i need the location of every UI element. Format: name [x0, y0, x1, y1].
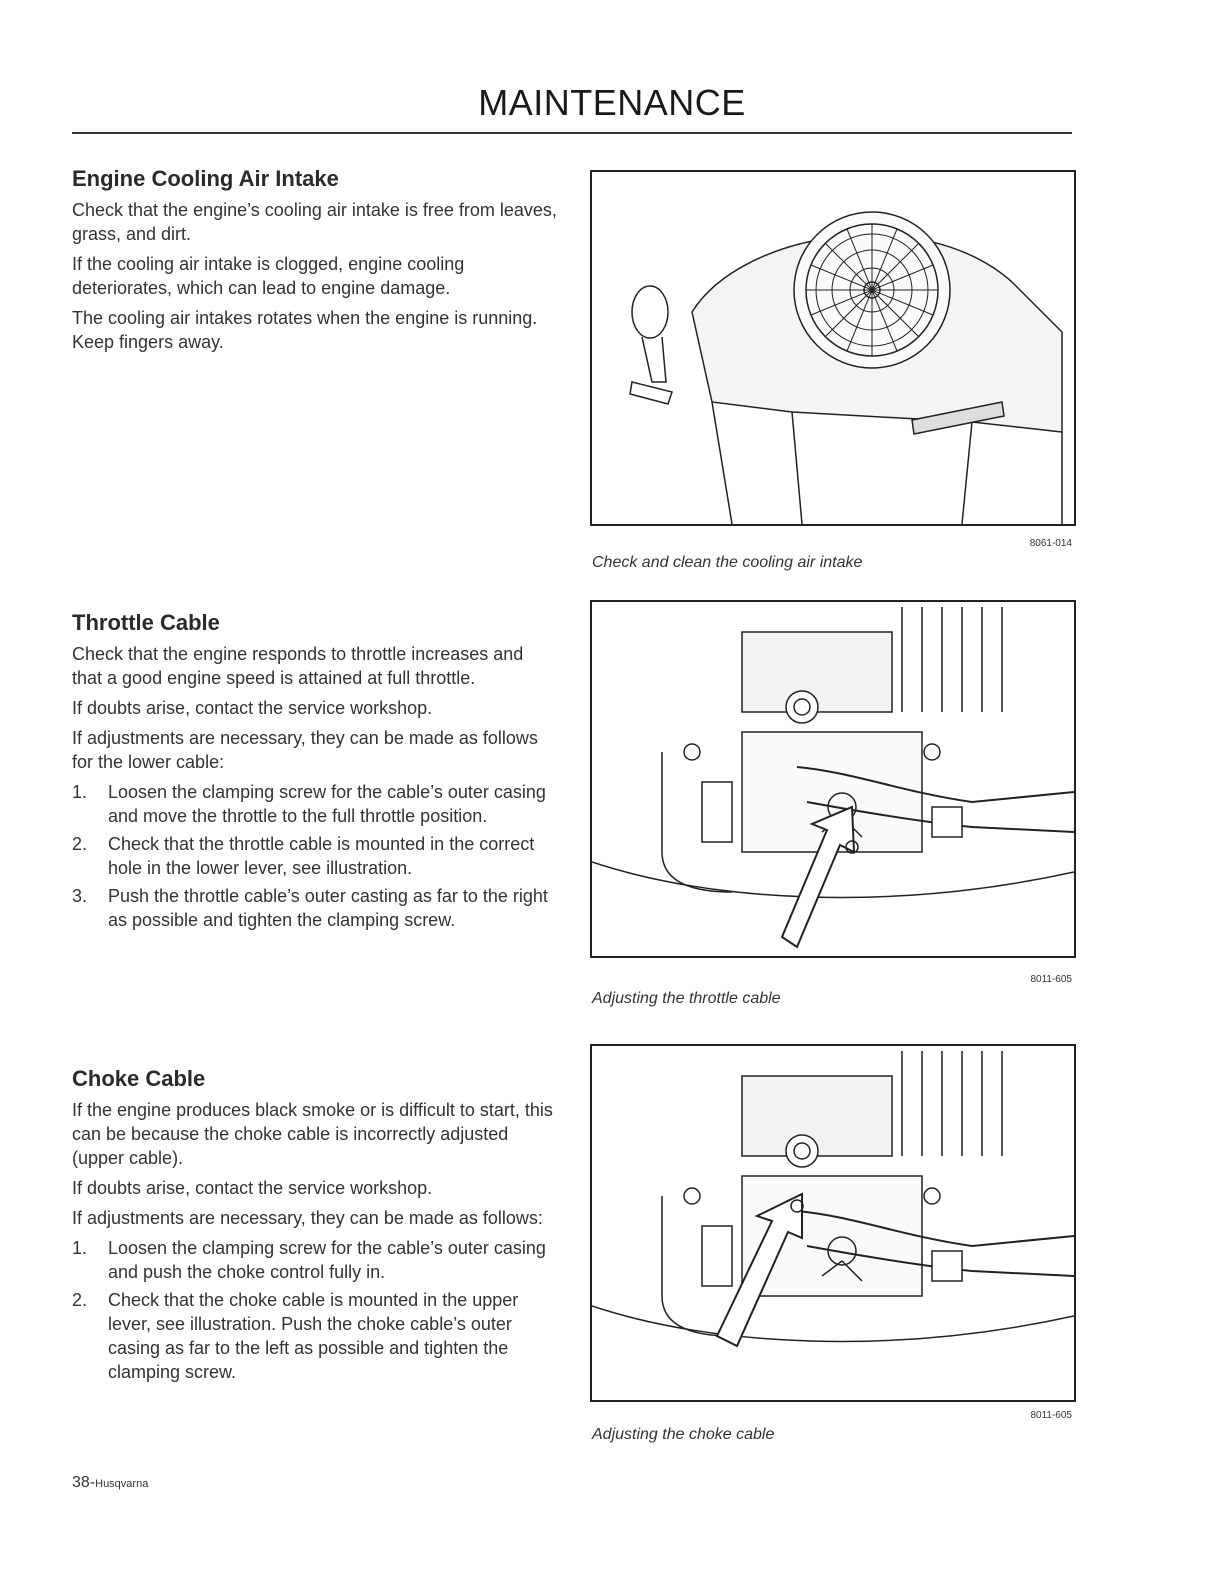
list-item: 2. Check that the throttle cable is mounted in the correct hole in the lower lever, see illustration. [72, 834, 535, 878]
page-number: 38- [72, 1474, 96, 1491]
paragraph: If doubts arise, contact the service workshop. [72, 698, 433, 718]
figure-choke [590, 1044, 1076, 1402]
paragraph: If adjustments are necessary, they can be made as follows: [72, 1208, 543, 1228]
section-heading-air-intake: Engine Cooling Air Intake [72, 166, 339, 191]
list-item: 3. Push the throttle cable’s outer casting as far to the right as possible and tighten the clamping screw. [72, 886, 548, 930]
paragraph: Check that the engine responds to throttle increases and that a good engine speed is attained at full throttle. [72, 644, 524, 688]
section-heading-choke: Choke Cable [72, 1066, 206, 1091]
paragraph: If the cooling air intake is clogged, engine cooling deteriorates, which can lead to engine damage. [72, 254, 465, 298]
figure-air-intake [590, 170, 1076, 526]
section-heading-throttle: Throttle Cable [72, 610, 220, 635]
title-divider [72, 132, 1072, 134]
throttle-steps [72, 780, 557, 932]
figure-code-air-intake: 8061-014 [1029, 538, 1072, 549]
engine-air-intake-illustration [592, 172, 1074, 524]
section-choke [72, 1066, 557, 1388]
section-air-intake [72, 166, 557, 360]
page-footer [72, 1474, 148, 1492]
section-throttle [72, 610, 557, 936]
paragraph: If doubts arise, contact the service workshop. [72, 1178, 433, 1198]
list-item: 2. Check that the choke cable is mounted in the upper lever, see illustration. Push the choke cable’s outer casing as far to the left as possible and tighten the clamping screw. [72, 1290, 519, 1382]
figure-throttle [590, 600, 1076, 958]
page-title: MAINTENANCE [478, 82, 746, 123]
figure-code-throttle: 8011-605 [1030, 974, 1072, 985]
list-item: 1. Loosen the clamping screw for the cable’s outer casing and push the choke control fully in. [72, 1238, 546, 1282]
figure-code-choke: 8011-605 [1030, 1410, 1072, 1421]
paragraph: If adjustments are necessary, they can be made as follows for the lower cable: [72, 728, 538, 772]
caption-choke: Adjusting the choke cable [592, 1426, 775, 1443]
paragraph: The cooling air intakes rotates when the engine is running. Keep fingers away. [72, 308, 538, 352]
choke-steps [72, 1236, 557, 1384]
list-item: 1. Loosen the clamping screw for the cable’s outer casing and move the throttle to the full throttle position. [72, 782, 546, 826]
caption-throttle: Adjusting the throttle cable [592, 990, 781, 1007]
choke-cable-illustration [592, 1046, 1074, 1400]
throttle-cable-illustration [592, 602, 1074, 956]
paragraph: Check that the engine’s cooling air intake is free from leaves, grass, and dirt. [72, 200, 557, 244]
caption-air-intake: Check and clean the cooling air intake [592, 554, 863, 571]
paragraph: If the engine produces black smoke or is difficult to start, this can be because the choke cable is incorrectly adjusted (upper cable). [72, 1100, 553, 1168]
brand-name: Husqvarna [95, 1478, 149, 1490]
